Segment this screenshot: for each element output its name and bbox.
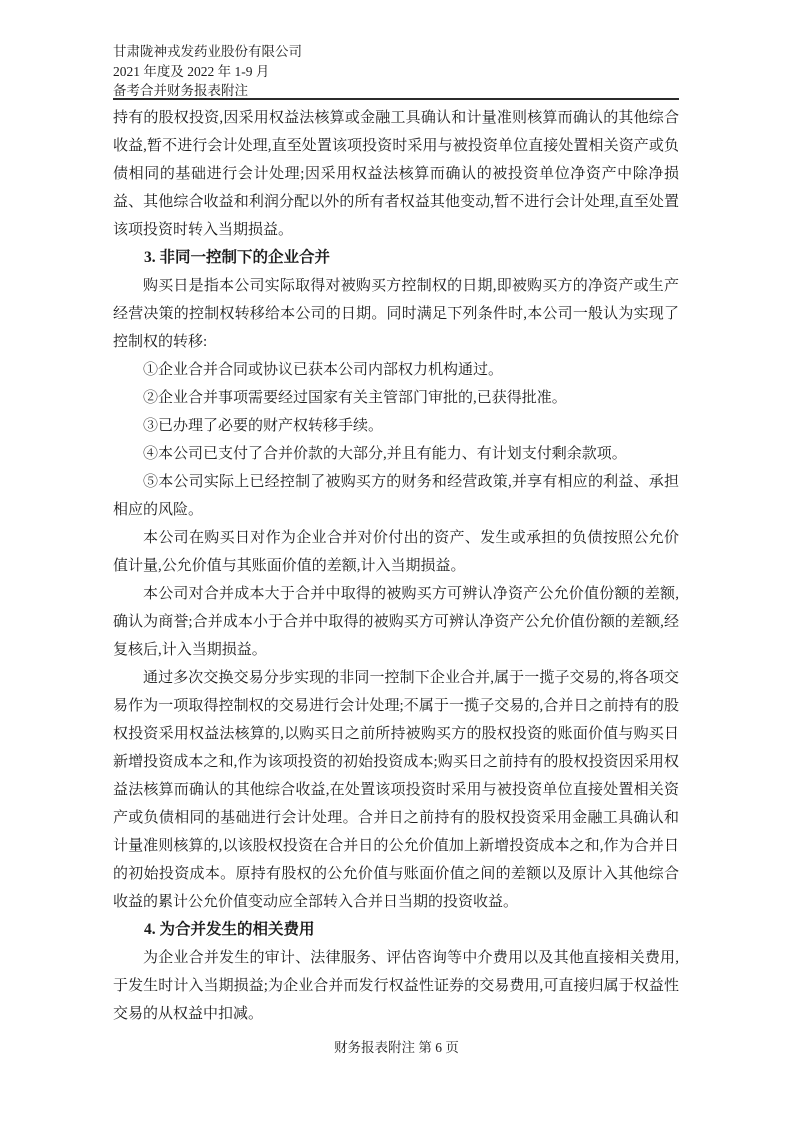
paragraph-equity-investment-continuation: 持有的股权投资,因采用权益法核算或金融工具确认和计量准则核算而确认的其他综合收益,暂不进行会计处理,直至处置该项投资时采用与被投资单位直接处置相关资产或负债相同的基础进行会计处理;因采用权益法核算而确认的被投资单位净资产中除净损益、其他综合收益和利润分配以外的所有者权益其他变动,暂不进行会计处理,直至处置该项投资时转入当期损益。	[113, 110, 679, 238]
document-title: 备考合并财务报表附注	[113, 83, 248, 98]
paragraph-fair-value-measurement: 本公司在购买日对作为企业合并对价付出的资产、发生或承担的负债按照公允价值计量,公允价值与其账面价值的差额,计入当期损益。	[113, 530, 679, 574]
list-item-4: ④本公司已支付了合并价款的大部分,并且有能力、有计划支付剩余款项。	[143, 446, 627, 462]
page-footer: 财务报表附注 第 6 页	[334, 1040, 459, 1055]
document-header	[113, 42, 679, 101]
list-item-2: ②企业合并事项需要经过国家有关主管部门审批的,已获得批准。	[143, 390, 567, 406]
paragraph-goodwill: 本公司对合并成本大于合并中取得的被购买方可辨认净资产公允价值份额的差额,确认为商誉;合并成本小于合并中取得的被购买方可辨认净资产公允价值份额的差额,经复核后,计入当期损益。	[113, 586, 679, 658]
list-item-5: ⑤本公司实际上已经控制了被购买方的财务和经营政策,并享有相应的利益、承担相应的风险。	[113, 474, 679, 518]
header-divider	[113, 98, 679, 100]
paragraph-step-acquisition: 通过多次交换交易分步实现的非同一控制下企业合并,属于一揽子交易的,将各项交易作为一项取得控制权的交易进行会计处理;不属于一揽子交易的,合并日之前持有的股权投资采用权益法核算的,以购买日之前所持被购买方的股权投资的账面价值与购买日新增投资成本之和,作为该项投资的初始投资成本;购买日之前持有的股权投资因采用权益法核算而确认的其他综合收益,在处置该项投资时采用与被投资单位直接处置相关资产或负债相同的基础进行会计处理。合并日之前持有的股权投资采用金融工具确认和计量准则核算的,以该股权投资在合并日的公允价值加上新增投资成本之和,作为合并日的初始投资成本。原持有股权的公允价值与账面价值之间的差额以及原计入其他综合收益的累计公允价值变动应全部转入合并日当期的投资收益。	[113, 670, 679, 910]
document-body	[113, 104, 679, 1028]
section-heading-3: 3. 非同一控制下的企业合并	[144, 249, 331, 266]
list-item-1: ①企业合并合同或协议已获本公司内部权力机构通过。	[143, 362, 504, 378]
list-item-3: ③已办理了必要的财产权转移手续。	[143, 418, 384, 434]
paragraph-merger-costs: 为企业合并发生的审计、法律服务、评估咨询等中介费用以及其他直接相关费用,于发生时计入当期损益;为企业合并而发行权益性证券的交易费用,可直接归属于权益性交易的从权益中扣减。	[113, 950, 679, 1022]
section-heading-4: 4. 为合并发生的相关费用	[144, 921, 315, 938]
paragraph-purchase-date: 购买日是指本公司实际取得对被购买方控制权的日期,即被购买方的净资产或生产经营决策的控制权转移给本公司的日期。同时满足下列条件时,本公司一般认为实现了控制权的转移:	[113, 278, 679, 350]
report-period: 2021 年度及 2022 年 1-9 月	[113, 63, 270, 79]
company-name: 甘肃陇神戎发药业股份有限公司	[113, 44, 302, 59]
